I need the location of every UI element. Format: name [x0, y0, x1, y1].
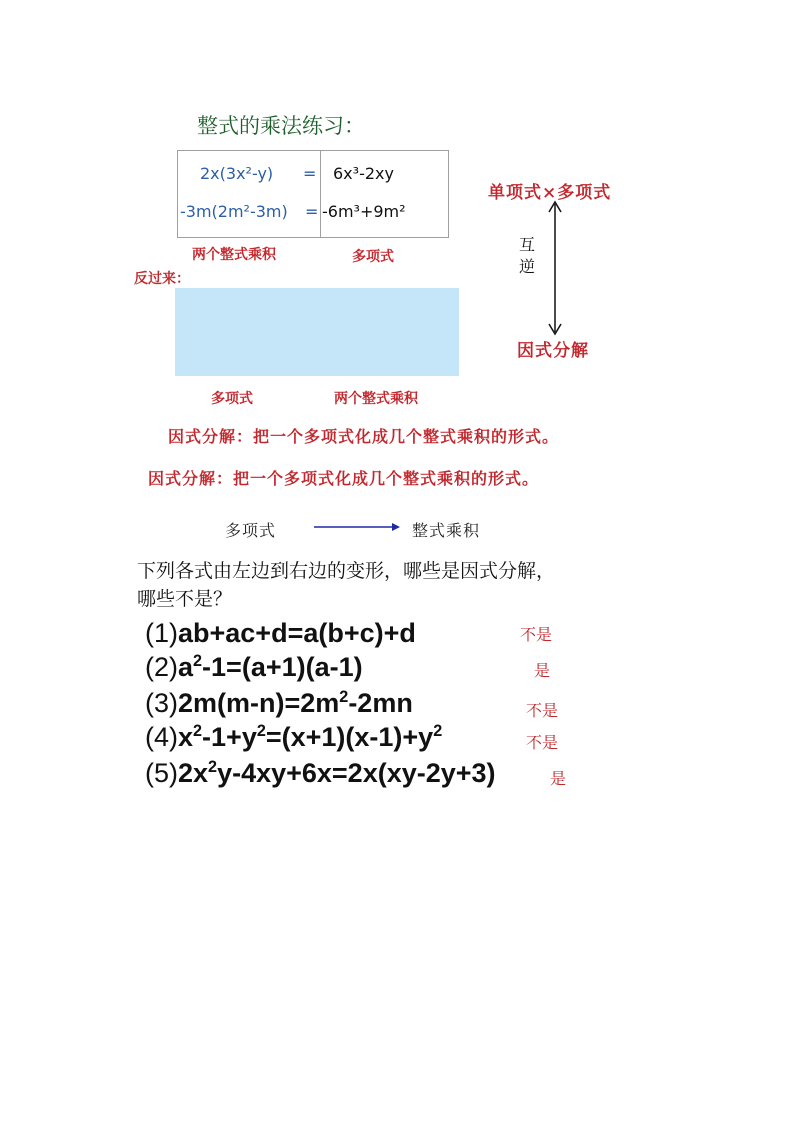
label-polynomial: 多项式 — [352, 249, 394, 265]
reverse-blank-box — [175, 288, 459, 376]
equation-number: (4) — [145, 722, 178, 752]
page-title: 整式的乘法练习： — [197, 114, 365, 138]
flow-from-label: 多项式 — [225, 521, 277, 540]
label-polynomial-2: 多项式 — [211, 391, 253, 407]
equation-3: $(3)2m(m-n)=2m^2-2mn$ — [145, 688, 413, 718]
expr-left-2: -3m(2m²-3m) — [180, 202, 288, 221]
label-two-products: 两个整式乘积 — [192, 247, 276, 263]
equation-4: $(4)x^2-1+y^2=(x+1)(x-1)+y^2$ — [145, 722, 443, 752]
box-divider — [320, 150, 321, 238]
reverse-label: 反过来： — [134, 271, 190, 287]
equation-number: (5) — [145, 758, 178, 788]
label-monomial-times-polynomial: 单项式×多项式 — [488, 183, 612, 203]
question-line-1: 下列各式由左边到右边的变形，哪些是因式分解， — [137, 560, 556, 582]
question-line-2: 哪些不是？ — [137, 588, 233, 610]
expr-left-1: 2x(3x²-y) — [200, 164, 274, 183]
equals-sign-1: = — [303, 164, 317, 183]
equation-1: (1)ab+ac+d=a(b+c)+d — [145, 618, 416, 648]
equation-5: $(5)2x^2y-4xy+6x=2x(xy-2y+3)$ — [145, 758, 496, 788]
answer-4: 不是 — [526, 733, 559, 752]
equation-number: (3) — [145, 688, 178, 718]
definition-line-2: 因式分解：把一个多项式化成几个整式乘积的形式。 — [148, 469, 540, 488]
flow-to-label: 整式乘积 — [412, 521, 481, 540]
label-factorization: 因式分解 — [517, 341, 589, 361]
equation-number: (2) — [145, 652, 178, 682]
answer-2: 是 — [534, 661, 551, 680]
right-arrow-icon — [312, 520, 400, 534]
answer-1: 不是 — [520, 625, 553, 644]
definition-line-1: 因式分解：把一个多项式化成几个整式乘积的形式。 — [168, 427, 560, 446]
double-arrow-icon — [545, 198, 565, 338]
label-mutual-inverse: 互逆 — [518, 235, 535, 276]
equation-2: $(2)a^2-1=(a+1)(a-1)$ — [145, 652, 363, 682]
expr-right-2: -6m³+9m² — [322, 202, 406, 221]
answer-3: 不是 — [526, 701, 559, 720]
label-two-products-2: 两个整式乘积 — [334, 391, 418, 407]
answer-5: 是 — [550, 769, 567, 788]
expr-right-1: 6x³-2xy — [333, 164, 394, 183]
equation-number: (1) — [145, 618, 178, 648]
equals-sign-2: = — [305, 202, 319, 221]
